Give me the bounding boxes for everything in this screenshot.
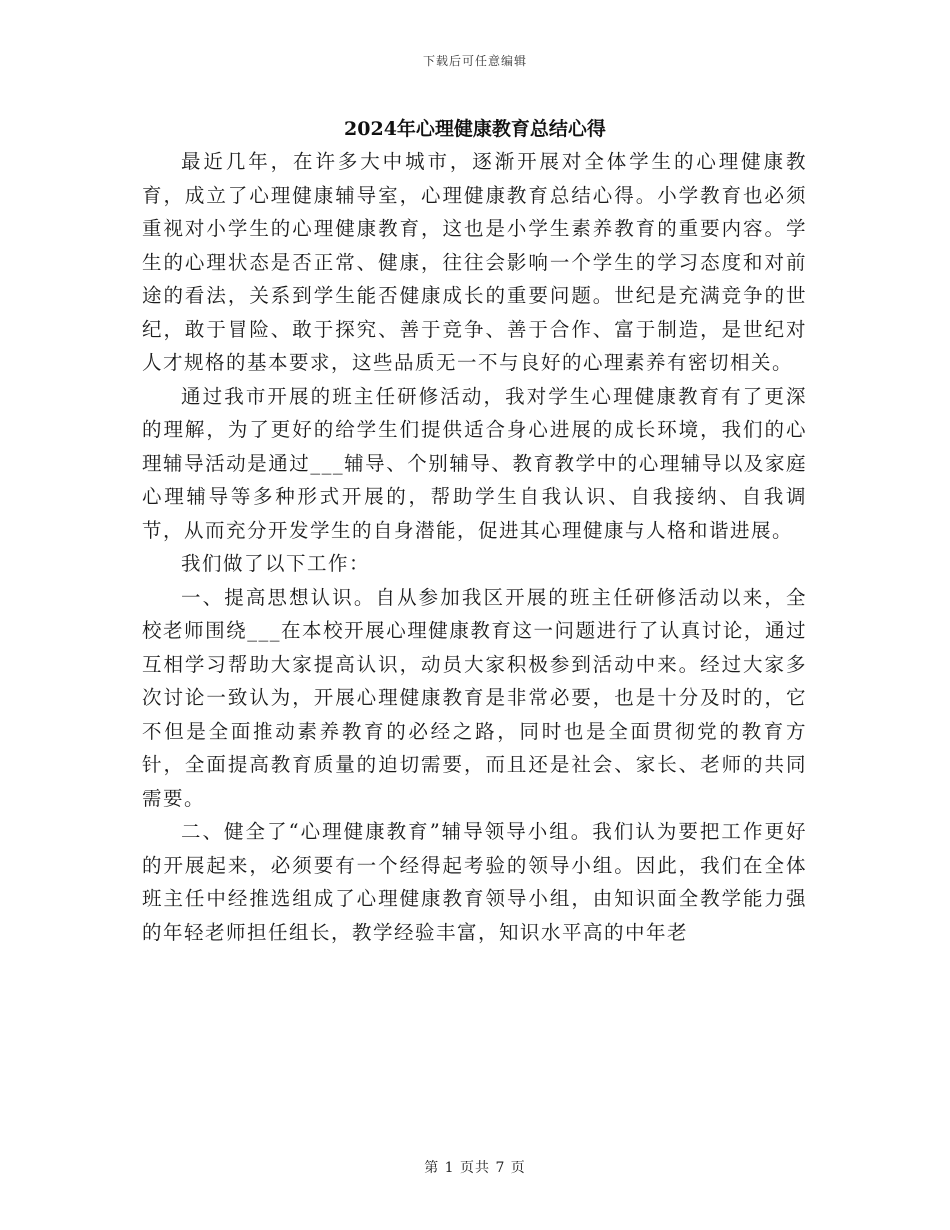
document-body <box>142 145 807 949</box>
paragraph: 最近几年，在许多大中城市，逐渐开展对全体学生的心理健康教育，成立了心理健康辅导室，心理健康教育总结心得。小学教育也必须重视对小学生的心理健康教育，这也是小学生素养教育的重要内容。学生的心理状态是否正常、健康，往往会影响一个学生的学习态度和对前途的看法，关系到学生能否健康成长的重要问题。世纪是充满竞争的世纪，敢于冒险、敢于探究、善于竞争、善于合作、富于制造，是世纪对人才规格的基本要求，这些品质无一不与良好的心理素养有密切相关。 <box>142 150 807 374</box>
paragraph: 通过我市开展的班主任研修活动，我对学生心理健康教育有了更深的理解，为了更好的给学生们提供适合身心进展的成长环境，我们的心理辅导活动是通过___辅导、个别辅导、教育教学中的心理辅导以及家庭心理辅导等多种形式开展的，帮助学生自我认识、自我接纳、自我调节，从而充分开发学生的自身潜能，促进其心理健康与人格和谐进展。 <box>142 384 807 542</box>
page-footer: 第 1 页共 7 页 <box>424 1160 526 1176</box>
paragraph: 二、健全了“心理健康教育”辅导领导小组。我们认为要把工作更好的开展起来，必须要有一个经得起考验的领导小组。因此，我们在全体班主任中经推选组成了心理健康教育领导小组，由知识面全教学能力强的年轻老师担任组长，教学经验丰富，知识水平高的中年老 <box>142 820 807 944</box>
document-title: 2024年心理健康教育总结心得 <box>344 118 606 140</box>
header-note: 下载后可任意编辑 <box>422 54 527 68</box>
paragraph: 我们做了以下工作： <box>181 552 371 575</box>
paragraph: 一、提高思想认识。自从参加我区开展的班主任研修活动以来，全校老师围绕___在本校开展心理健康教育这一问题进行了认真讨论，通过互相学习帮助大家提高认识，动员大家积极参到活动中来。经过大家多次讨论一致认为，开展心理健康教育是非常必要，也是十分及时的，它不但是全面推动素养教育的必经之路，同时也是全面贯彻党的教育方针，全面提高教育质量的迫切需要，而且还是社会、家长、老师的共同需要。 <box>142 585 807 810</box>
